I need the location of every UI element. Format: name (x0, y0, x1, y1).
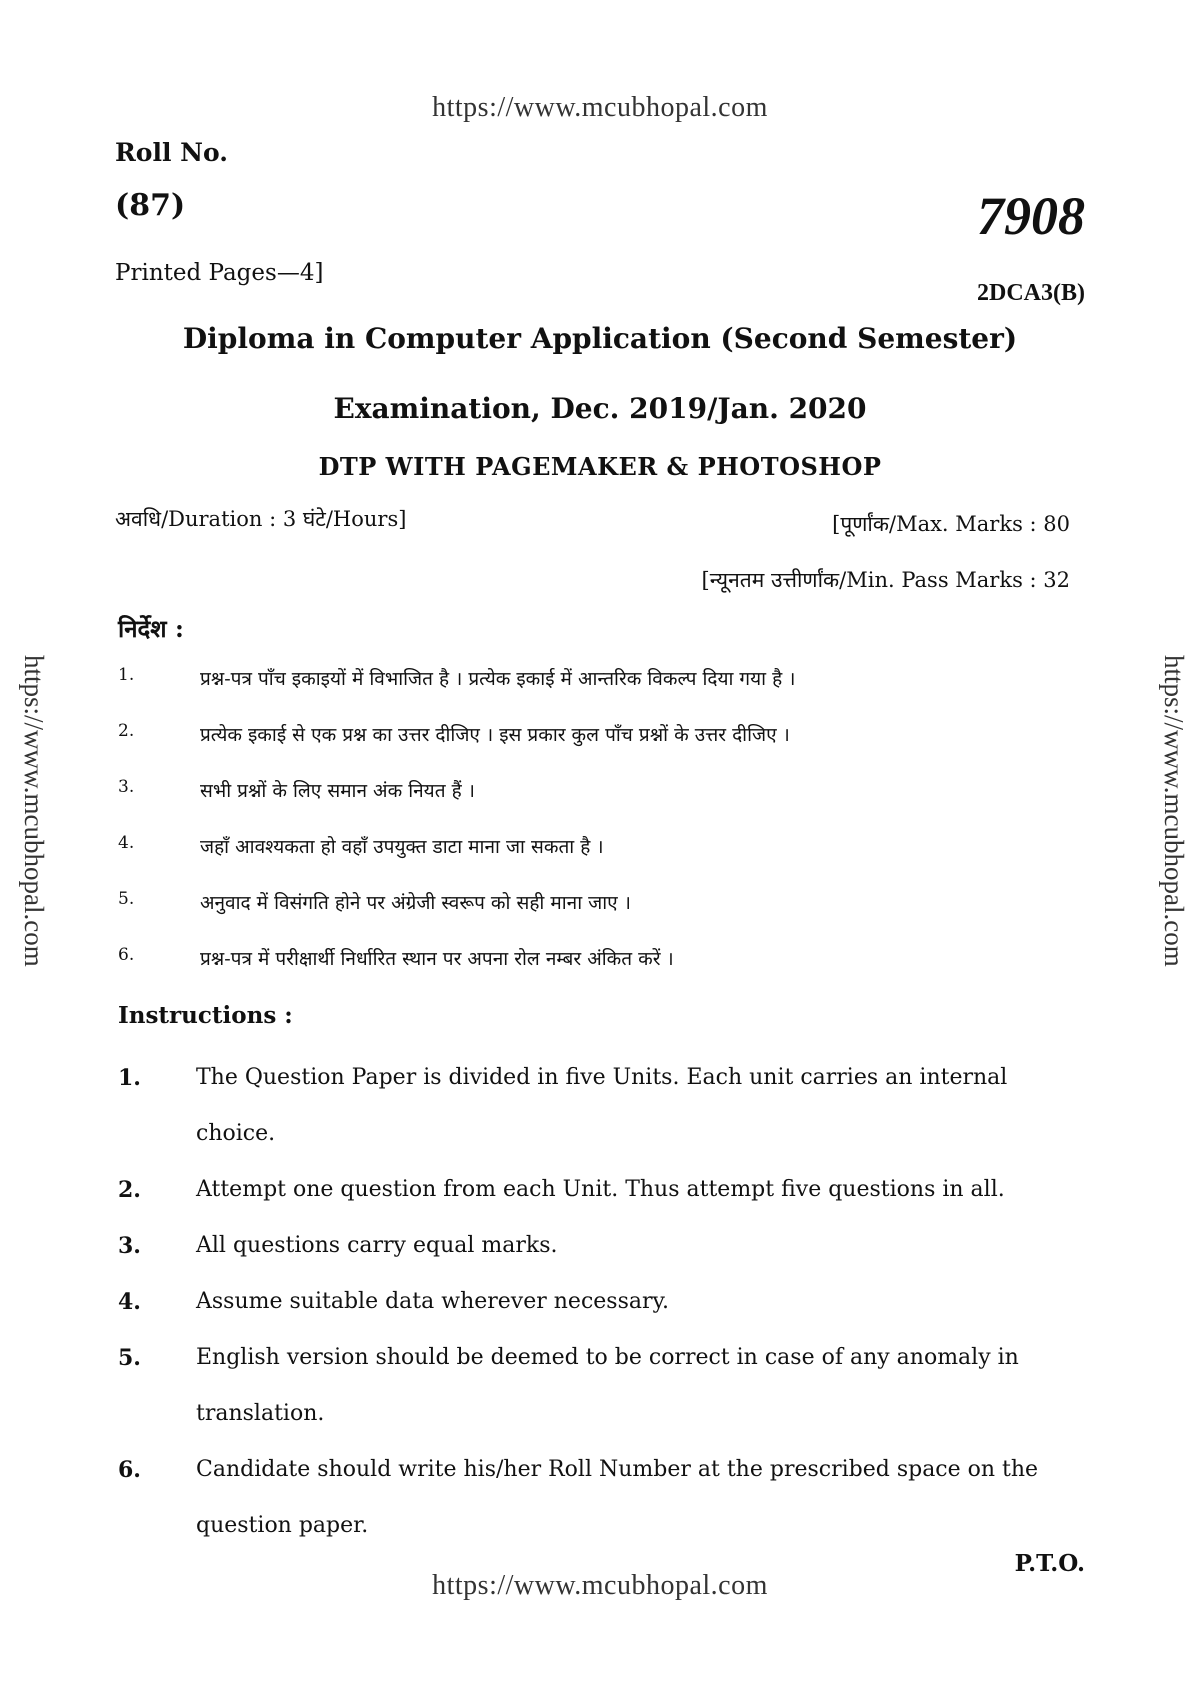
item-number: 6. (118, 1457, 141, 1483)
item-number: 6. (118, 945, 135, 965)
list-item (118, 721, 1078, 777)
item-number: 2. (118, 721, 135, 741)
duration: अवधि/Duration : 3 घंटे/Hours] (115, 507, 407, 531)
item-text: Attempt one question from each Unit. Thus attempt five questions in all. (196, 1177, 1005, 1202)
item-number: 4. (118, 1289, 141, 1315)
item-text: English version should be deemed to be correct in case of any anomaly in translation. (196, 1345, 1019, 1426)
item-text: जहाँ आवश्यकता हो वहाँ उपयुक्त डाटा माना जा सकता है । (200, 836, 604, 858)
subject-title: DTP WITH PAGEMAKER & PHOTOSHOP (318, 452, 882, 481)
watermark-top-url[interactable]: https://www.mcubhopal.com (432, 92, 768, 123)
list-item (118, 1442, 1083, 1554)
item-text: प्रश्न-पत्र में परीक्षार्थी निर्धारित स्थान पर अपना रोल नम्बर अंकित करें । (200, 948, 674, 970)
exam-session: Examination, Dec. 2019/Jan. 2020 (333, 392, 867, 425)
english-instructions-heading: Instructions : (118, 1002, 293, 1029)
list-item (118, 1330, 1083, 1442)
printed-pages: Printed Pages—4] (115, 260, 324, 286)
list-item (118, 889, 1078, 945)
item-text: The Question Paper is divided in five Units. Each unit carries an internal choice. (196, 1065, 1008, 1146)
list-item (118, 1162, 1083, 1218)
pto-label: P.T.O. (1014, 1550, 1085, 1577)
item-text: सभी प्रश्नों के लिए समान अंक नियत हैं । (200, 780, 475, 802)
roll-no-label: Roll No. (115, 138, 228, 167)
watermark-bottom-url[interactable]: https://www.mcubhopal.com (432, 1570, 768, 1601)
item-number: 1. (118, 665, 135, 685)
item-text: Candidate should write his/her Roll Number at the prescribed space on the question paper. (196, 1457, 1039, 1538)
item-text: Assume suitable data wherever necessary. (196, 1289, 669, 1314)
list-item (118, 945, 1078, 1001)
watermark-left-url[interactable]: https://www.mcubhopal.com (19, 655, 49, 967)
item-number: 5. (118, 1345, 141, 1371)
item-number: 3. (118, 1233, 141, 1259)
item-number: 2. (118, 1177, 141, 1203)
item-number: 4. (118, 833, 135, 853)
watermark-right-url[interactable]: https://www.mcubhopal.com (1159, 655, 1189, 967)
list-item (118, 665, 1078, 721)
item-number: 3. (118, 777, 135, 797)
min-pass-marks: [न्यूनतम उत्तीर्णांक/Min. Pass Marks : 32 (701, 568, 1070, 592)
english-instructions-list (118, 1050, 1083, 1554)
series-code: (87) (115, 188, 186, 223)
max-marks: [पूर्णांक/Max. Marks : 80 (832, 512, 1070, 536)
item-text: प्रश्न-पत्र पाँच इकाइयों में विभाजित है । प्रत्येक इकाई में आन्तरिक विकल्प दिया गया है । (200, 668, 796, 690)
list-item (118, 1274, 1083, 1330)
list-item (118, 1050, 1083, 1162)
item-number: 1. (118, 1065, 141, 1091)
hindi-instructions-list (118, 665, 1078, 1001)
item-text: All questions carry equal marks. (196, 1233, 558, 1258)
list-item (118, 1218, 1083, 1274)
item-number: 5. (118, 889, 135, 909)
hindi-instructions-heading: निर्देश : (118, 614, 184, 643)
paper-code: 2DCA3(B) (977, 280, 1085, 306)
list-item (118, 777, 1078, 833)
course-title: Diploma in Computer Application (Second Semester) (182, 322, 1018, 355)
list-item (118, 833, 1078, 889)
item-text: प्रत्येक इकाई से एक प्रश्न का उत्तर दीजिए । इस प्रकार कुल पाँच प्रश्नों के उत्तर दीजिए । (200, 724, 790, 746)
item-text: अनुवाद में विसंगति होने पर अंग्रेजी स्वरूप को सही माना जाए । (200, 892, 631, 914)
paper-number: 7908 (977, 186, 1085, 246)
